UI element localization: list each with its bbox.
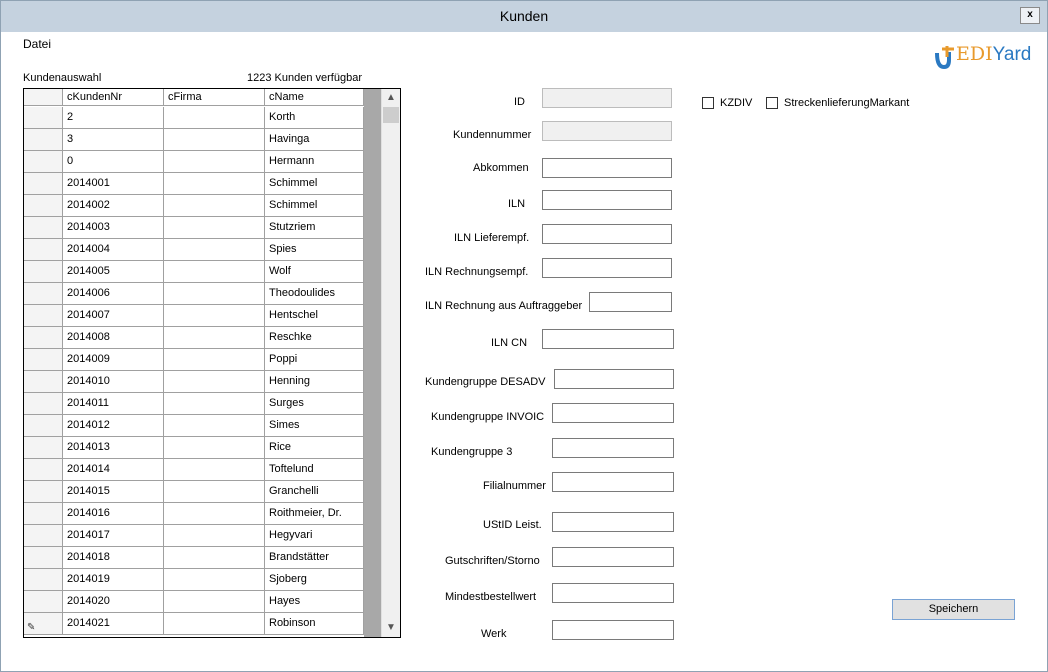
id-field: [542, 88, 672, 108]
label-filialnummer: Filialnummer: [483, 480, 546, 492]
scroll-up-icon[interactable]: ▲: [386, 92, 396, 103]
row-header-cell[interactable]: [24, 481, 63, 502]
gutschriften-field[interactable]: [552, 547, 674, 567]
cell-firma[interactable]: [164, 569, 265, 590]
cell-firma[interactable]: [164, 525, 265, 546]
menu-file[interactable]: Datei: [23, 37, 52, 51]
cell-name[interactable]: Wolf: [265, 261, 364, 282]
title-bar: [1, 1, 1047, 32]
cell-name[interactable]: Hegyvari: [265, 525, 364, 546]
row-header-cell[interactable]: [24, 503, 63, 524]
cell-kundennr[interactable]: 2014008: [63, 327, 164, 348]
strecke-label[interactable]: StreckenlieferungMarkant: [784, 97, 910, 109]
row-header-cell[interactable]: [24, 613, 63, 634]
table-row[interactable]: [24, 129, 364, 151]
cell-kundennr[interactable]: 2014020: [63, 591, 164, 612]
label-kundengruppe-invoic: Kundengruppe INVOIC: [431, 411, 545, 423]
scroll-thumb[interactable]: [383, 107, 399, 123]
cell-name[interactable]: Schimmel: [265, 173, 364, 194]
cell-firma[interactable]: [164, 459, 265, 480]
label-abkommen: Abkommen: [473, 162, 529, 174]
row-header-cell[interactable]: [24, 459, 63, 480]
iln-lieferempf-field[interactable]: [542, 224, 672, 244]
table-row[interactable]: [24, 481, 364, 503]
cell-firma[interactable]: [164, 503, 265, 524]
table-row[interactable]: [24, 371, 364, 393]
cell-firma[interactable]: [164, 349, 265, 370]
column-header-kundennr[interactable]: cKundenNr: [63, 89, 164, 105]
row-header-cell[interactable]: [24, 261, 63, 282]
cell-name[interactable]: Toftelund: [265, 459, 364, 480]
cell-kundennr[interactable]: 2014006: [63, 283, 164, 304]
table-row[interactable]: [24, 327, 364, 349]
cell-firma[interactable]: [164, 591, 265, 612]
strecke-checkbox[interactable]: [766, 97, 778, 109]
cell-kundennr[interactable]: 2014017: [63, 525, 164, 546]
row-header-cell[interactable]: [24, 129, 63, 150]
cell-firma[interactable]: [164, 371, 265, 392]
cell-firma[interactable]: [164, 173, 265, 194]
cell-firma[interactable]: [164, 437, 265, 458]
cell-kundennr[interactable]: 2014009: [63, 349, 164, 370]
cell-kundennr[interactable]: 2014012: [63, 415, 164, 436]
cell-firma[interactable]: [164, 415, 265, 436]
cell-name[interactable]: Theodoulides: [265, 283, 364, 304]
table-row[interactable]: [24, 107, 364, 129]
label-kundennummer: Kundennummer: [453, 129, 532, 141]
column-header-firma[interactable]: cFirma: [164, 89, 265, 105]
label-iln-lieferempf: ILN Lieferempf.: [454, 232, 530, 244]
cell-name[interactable]: Henning: [265, 371, 364, 392]
table-row[interactable]: [24, 591, 364, 613]
table-row[interactable]: [24, 283, 364, 305]
cell-firma[interactable]: [164, 217, 265, 238]
table-row[interactable]: [24, 569, 364, 591]
row-header-cell[interactable]: [24, 107, 63, 128]
label-iln-cn: ILN CN: [491, 337, 528, 349]
grid-header: [24, 89, 364, 106]
kundengruppe-invoic-field[interactable]: [552, 403, 674, 423]
cell-name[interactable]: Hentschel: [265, 305, 364, 326]
label-gutschriften: Gutschriften/Storno: [445, 555, 540, 567]
cell-name[interactable]: Spies: [265, 239, 364, 260]
kzdiv-checkbox[interactable]: [702, 97, 714, 109]
cell-kundennr[interactable]: 2: [63, 107, 164, 128]
cell-name[interactable]: Roithmeier, Dr.: [265, 503, 364, 524]
label-iln-rechnungsempf: ILN Rechnungsempf.: [425, 266, 529, 278]
cell-kundennr[interactable]: 2014013: [63, 437, 164, 458]
cell-name[interactable]: Surges: [265, 393, 364, 414]
cell-kundennr[interactable]: 2014007: [63, 305, 164, 326]
cell-kundennr[interactable]: 2014019: [63, 569, 164, 590]
row-header-cell[interactable]: [24, 283, 63, 304]
row-header-cell[interactable]: [24, 349, 63, 370]
label-id: ID: [514, 96, 525, 108]
cell-firma[interactable]: [164, 613, 265, 634]
cell-name[interactable]: Stutzriem: [265, 217, 364, 238]
cell-name[interactable]: Poppi: [265, 349, 364, 370]
cell-firma[interactable]: [164, 261, 265, 282]
cell-kundennr[interactable]: 2014011: [63, 393, 164, 414]
kundennummer-field: [542, 121, 672, 141]
customer-count: 1223 Kunden verfügbar: [247, 72, 362, 84]
row-header-cell[interactable]: [24, 547, 63, 568]
cell-firma[interactable]: [164, 393, 265, 414]
cell-kundennr[interactable]: 2014004: [63, 239, 164, 260]
table-row[interactable]: [24, 503, 364, 525]
row-header-cell[interactable]: [24, 327, 63, 348]
save-button[interactable]: Speichern: [892, 599, 1015, 620]
table-row[interactable]: [24, 195, 364, 217]
row-header-cell[interactable]: [24, 569, 63, 590]
kundengruppe-desadv-field[interactable]: [554, 369, 674, 389]
label-kundengruppe-3: Kundengruppe 3: [431, 446, 513, 458]
label-ustid: UStID Leist.: [483, 519, 542, 531]
table-row[interactable]: [24, 393, 364, 415]
cell-kundennr[interactable]: 0: [63, 151, 164, 172]
cell-kundennr[interactable]: 2014018: [63, 547, 164, 568]
filialnummer-field[interactable]: [552, 472, 674, 492]
cell-kundennr[interactable]: 2014005: [63, 261, 164, 282]
mindestbestellwert-field[interactable]: [552, 583, 674, 603]
cell-firma[interactable]: [164, 239, 265, 260]
cell-name[interactable]: Hayes: [265, 591, 364, 612]
cell-firma[interactable]: [164, 151, 265, 172]
cell-name[interactable]: Robinson: [265, 613, 364, 634]
cell-kundennr[interactable]: 2014002: [63, 195, 164, 216]
table-row[interactable]: [24, 415, 364, 437]
table-row[interactable]: [24, 437, 364, 459]
label-mindestbestellwert: Mindestbestellwert: [445, 591, 537, 603]
label-werk: Werk: [481, 628, 507, 640]
cell-name[interactable]: Rice: [265, 437, 364, 458]
werk-field[interactable]: [552, 620, 674, 640]
cell-firma[interactable]: [164, 195, 265, 216]
cell-firma[interactable]: [164, 305, 265, 326]
table-row[interactable]: [24, 305, 364, 327]
row-header-cell[interactable]: [24, 525, 63, 546]
logo-text: EDIYard: [956, 43, 1032, 65]
label-iln: ILN: [508, 198, 526, 210]
table-row[interactable]: [24, 613, 364, 635]
grid-empty-area: [364, 89, 381, 637]
cell-firma[interactable]: [164, 107, 265, 128]
table-row[interactable]: [24, 151, 364, 173]
row-header-cell[interactable]: [24, 151, 63, 172]
table-row[interactable]: [24, 459, 364, 481]
kzdiv-label[interactable]: KZDIV: [720, 97, 753, 109]
row-header-cell[interactable]: [24, 591, 63, 612]
edit-pencil-icon: ✎: [27, 622, 36, 633]
iln-field[interactable]: [542, 190, 672, 210]
cell-kundennr[interactable]: 2014021: [63, 613, 164, 634]
table-row[interactable]: [24, 217, 364, 239]
table-row[interactable]: [24, 173, 364, 195]
kundengruppe-3-field[interactable]: [552, 438, 674, 458]
row-header-cell[interactable]: [24, 217, 63, 238]
cell-kundennr[interactable]: 2014016: [63, 503, 164, 524]
cell-kundennr[interactable]: 2014001: [63, 173, 164, 194]
row-header-cell[interactable]: [24, 437, 63, 458]
table-row[interactable]: [24, 547, 364, 569]
cell-name[interactable]: Simes: [265, 415, 364, 436]
cell-firma[interactable]: [164, 327, 265, 348]
row-header-cell[interactable]: [24, 239, 63, 260]
row-header-cell[interactable]: [24, 173, 63, 194]
list-title: Kundenauswahl: [23, 72, 102, 84]
scroll-down-icon[interactable]: ▼: [386, 622, 396, 633]
row-header-cell[interactable]: [24, 195, 63, 216]
cell-name[interactable]: Havinga: [265, 129, 364, 150]
cell-firma[interactable]: [164, 481, 265, 502]
label-kundengruppe-desadv: Kundengruppe DESADV: [425, 376, 546, 388]
close-button[interactable]: x: [1020, 7, 1040, 24]
cell-name[interactable]: Korth: [265, 107, 364, 128]
iln-cn-field[interactable]: [542, 329, 674, 349]
cell-name[interactable]: Schimmel: [265, 195, 364, 216]
row-header-cell[interactable]: [24, 393, 63, 414]
cell-firma[interactable]: [164, 283, 265, 304]
cell-name[interactable]: Sjoberg: [265, 569, 364, 590]
label-iln-rechnung-auftraggeber: ILN Rechnung aus Auftraggeber: [425, 300, 583, 312]
cell-name[interactable]: Reschke: [265, 327, 364, 348]
iln-rechnung-auftraggeber-field[interactable]: [589, 292, 672, 312]
cell-firma[interactable]: [164, 129, 265, 150]
row-header-cell[interactable]: [24, 371, 63, 392]
table-row[interactable]: [24, 349, 364, 371]
cell-kundennr[interactable]: 2014014: [63, 459, 164, 480]
table-row[interactable]: [24, 239, 364, 261]
iln-rechnungsempf-field[interactable]: [542, 258, 672, 278]
cell-name[interactable]: Granchelli: [265, 481, 364, 502]
table-row[interactable]: [24, 525, 364, 547]
cell-firma[interactable]: [164, 547, 265, 568]
edi-yard-logo: [934, 43, 1034, 73]
customer-grid[interactable]: [23, 88, 401, 638]
column-header-name[interactable]: cName: [265, 89, 364, 105]
row-header-corner: [24, 89, 63, 105]
cell-kundennr[interactable]: 2014015: [63, 481, 164, 502]
logo-icon: [934, 43, 956, 71]
cell-name[interactable]: Brandstätter: [265, 547, 364, 568]
cell-name[interactable]: Hermann: [265, 151, 364, 172]
abkommen-field[interactable]: [542, 158, 672, 178]
row-header-cell[interactable]: [24, 305, 63, 326]
ustid-field[interactable]: [552, 512, 674, 532]
row-header-cell[interactable]: [24, 415, 63, 436]
cell-kundennr[interactable]: 2014010: [63, 371, 164, 392]
vertical-scrollbar[interactable]: [381, 89, 400, 637]
window-title: Kunden: [499, 8, 549, 24]
cell-kundennr[interactable]: 3: [63, 129, 164, 150]
table-row[interactable]: [24, 261, 364, 283]
cell-kundennr[interactable]: 2014003: [63, 217, 164, 238]
